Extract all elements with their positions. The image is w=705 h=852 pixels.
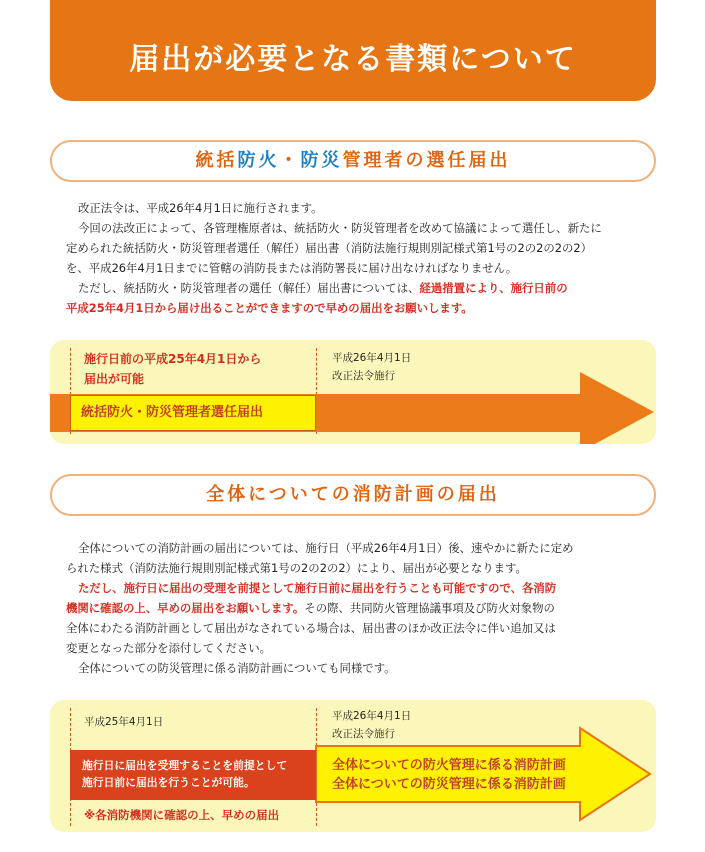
section2-line: 全体についての防災管理に係る消防計画についても同様です。 [78,661,396,675]
section1-line: 今回の法改正によって、各管理権原者は、統括防火・防災管理者を改めて協議によって選任し、新たに [78,221,602,235]
section1-title-b: 防火 [237,150,280,171]
section1-line [66,278,646,298]
section1-timeline [50,340,656,444]
timeline2-note: ※各消防機関に確認の上、早めの届出 [84,808,280,822]
section2-line: ただし、施行日に届出の受理を前提として施行日前に届出を行うことも可能ですので、各消防 [78,581,557,595]
section1-notice-red: 経過措置により、施行日前の [419,281,568,295]
timeline1-box: 統括防火・防災管理者選任届出 [70,395,316,431]
section2-line: られた様式（消防法施行規則別記様式第1号の2の2の2）により、届出が必要となります。 [66,561,527,575]
section1-line: 改正法令は、平成26年4月1日に施行されます。 [78,201,323,215]
section2-paragraph [66,538,646,678]
timeline1-right-label-line2: 改正法令施行 [332,370,395,382]
section1-title-c: ・ [279,150,301,171]
page-title: 届出が必要となる書類について [129,42,577,77]
section1-paragraph [66,198,646,318]
section1-title-d: 防災 [300,150,343,171]
section2-title: 全体についての消防計画の届出 [206,484,500,505]
section2-timeline [50,700,656,832]
timeline2-right-date-line1: 平成26年4月1日 [332,710,412,722]
section1-line: を、平成26年4月1日までに管轄の消防長または消防署長に届け出なければなりません。 [66,261,518,275]
timeline2-red-box-line2: 施行日前に届出を行うことが可能。 [82,776,255,789]
section2-notice-plain: その際、共同防火管理協議事項及び防火対象物の [304,601,555,615]
timeline2-arrow-line1: 全体についての防火管理に係る消防計画 [332,758,566,773]
section1-heading [50,140,656,182]
section2-line: 全体についての消防計画の届出については、施行日（平成26年4月1日）後、速やかに新たに定め [78,541,574,555]
timeline2-arrow-text [332,756,566,794]
timeline1-left-label-line1: 施行日前の平成25年4月1日から [84,352,262,366]
timeline2-left-date: 平成25年4月1日 [84,716,164,728]
timeline1-right-label-line1: 平成26年4月1日 [332,352,412,364]
section2-line: 変更となった部分を添付してください。 [66,641,272,655]
timeline2-red-box-line1: 施行日に届出を受理することを前提として [82,759,288,772]
section2-line: 全体にわたる消防計画として届出がなされている場合は、届出書のほか改正法令に伴い追加又は [66,621,556,635]
section2-heading [50,474,656,516]
section1-title-a: 統括 [195,150,238,171]
timeline2-red-box [70,750,316,800]
section1-notice-red-line: 平成25年4月1日から届け出ることができますので早めの届出をお願いします。 [66,301,473,315]
section1-notice-plain: ただし、統括防火・防災管理者の選任（解任）届出書については、 [78,281,420,295]
section2-notice-red: 機関に確認の上、早めの届出をお願いします。 [66,601,305,615]
timeline2-right-date-line2: 改正法令施行 [332,728,395,740]
section1-line: 定められた統括防火・防災管理者選任（解任）届出書（消防法施行規則別記様式第1号の2の2の2の2） [66,241,593,255]
timeline2-arrow-line2: 全体についての防災管理に係る消防計画 [332,777,566,792]
timeline1-left-label-line2: 届出が可能 [84,372,145,386]
page-header [50,0,656,101]
section1-title-e: 管理者の選任届出 [342,150,511,171]
section2-line [66,598,646,618]
